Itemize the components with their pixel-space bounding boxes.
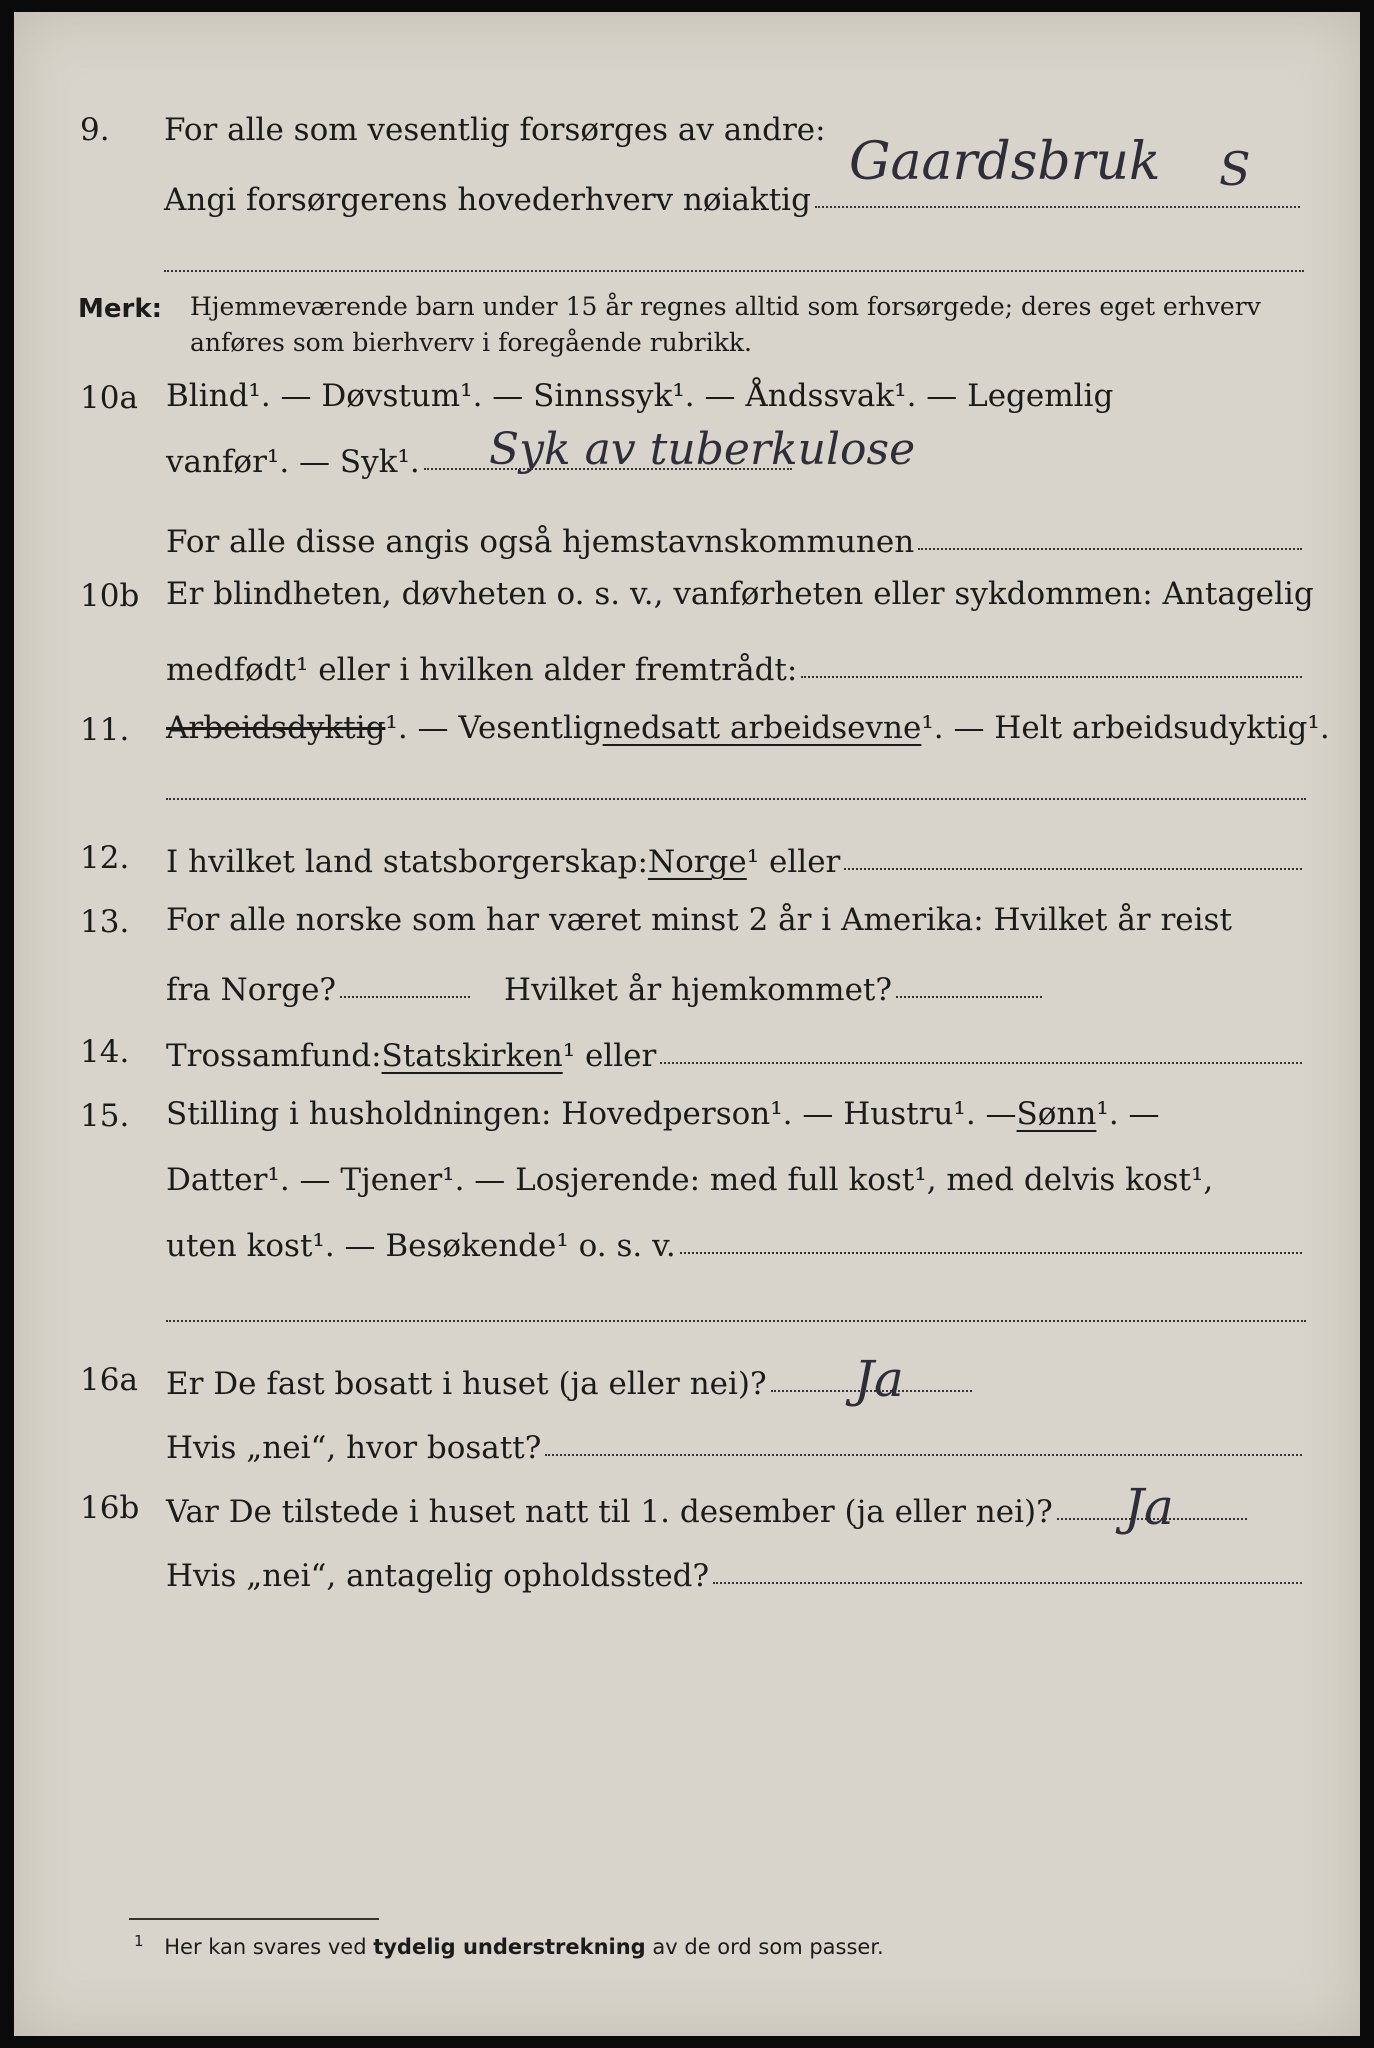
q15-line1: Stilling i husholdningen: Hovedperson¹. — Hustru¹. — Sønn ¹. —: [166, 1096, 1160, 1132]
q16b-line2: Hvis „nei“, antagelig opholdssted?: [166, 1548, 1306, 1594]
q14-statskirken-underlined: Statskirken: [381, 1038, 563, 1074]
q9-number: 9.: [80, 112, 110, 148]
q10b-answer-line: [801, 676, 1302, 678]
q16b-opholdssted-line: [713, 1582, 1302, 1584]
q16b-number: 16b: [80, 1490, 140, 1526]
footnote-mark: 1: [134, 1932, 144, 1950]
footnote-rule: [129, 1918, 379, 1920]
q11-extra-line: [166, 798, 1306, 800]
q13-line1: For alle norske som har været minst 2 år i Amerika: Hvilket år reist: [166, 902, 1232, 938]
q16a-line2: Hvis „nei“, hvor bosatt?: [166, 1420, 1306, 1466]
q13-line2: fra Norge? Hvilket år hjemkommet?: [166, 962, 1046, 1008]
q15-answer-line: [680, 1252, 1302, 1254]
q16a-bosatt-line: [545, 1454, 1302, 1456]
q14-answer-line: [660, 1062, 1302, 1064]
q14-line: Trossamfund: Statskirken ¹ eller: [166, 1028, 1306, 1074]
q13-hjemkommet-line: [896, 996, 1042, 998]
q10b-line1: Er blindheten, døvheten o. s. v., vanførheten eller sykdommen: Antagelig: [166, 576, 1314, 612]
q15-line2: Datter¹. — Tjener¹. — Losjerende: med full kost¹, med delvis kost¹,: [166, 1162, 1214, 1198]
q10a-line3: For alle disse angis også hjemstavnskommunen: [166, 514, 1306, 560]
q12-line: I hvilket land statsborgerskap: Norge ¹ eller: [166, 834, 1306, 880]
merk-line2: anføres som bierhverv i foregående rubrikk.: [190, 328, 752, 357]
q11-number: 11.: [80, 712, 130, 748]
q16a-line1: Er De fast bosatt i huset (ja eller nei)?: [166, 1356, 976, 1402]
q10b-line2: medfødt¹ eller i hvilken alder fremtrådt:: [166, 642, 1306, 688]
census-form-page: [14, 12, 1360, 2036]
q15-extra-line: [166, 1320, 1306, 1322]
q13-number: 13.: [80, 904, 130, 940]
q11-arbeidsdyktig-struck: Arbeidsdyktig: [166, 710, 386, 746]
q12-norge-underlined: Norge: [647, 844, 747, 880]
footnote: $^1$ Her kan svares ved tydelig understrekning av de ord som passer.: [134, 1932, 884, 1959]
q13-reist-line: [340, 996, 470, 998]
q10a-hjemstavn-line: [918, 548, 1302, 550]
q9-line1: For alle som vesentlig forsørges av andre:: [164, 112, 826, 148]
q9-extra-line: [164, 270, 1304, 272]
merk-label: Merk:: [78, 294, 163, 324]
merk-line1: Hjemmeværende barn under 15 år regnes alltid som forsørgede; deres eget erhverv: [190, 292, 1261, 321]
q16a-handwritten-answer: Ja: [854, 1350, 904, 1408]
q9-handwritten-mark: S: [1219, 142, 1251, 196]
q14-number: 14.: [80, 1034, 130, 1070]
q15-line3: uten kost¹. — Besøkende¹ o. s. v.: [166, 1218, 1306, 1264]
q9-line2: Angi forsørgerens hovederhverv nøiaktig: [164, 172, 1304, 218]
q16b-line1: Var De tilstede i huset natt til 1. desember (ja eller nei)?: [166, 1484, 1251, 1530]
q11-line: Arbeidsdyktig ¹. — Vesentlig nedsatt arbeidsevne ¹. — Helt arbeidsudyktig¹.: [166, 710, 1330, 746]
q12-number: 12.: [80, 840, 130, 876]
q15-sonn-underlined: Sønn: [1016, 1096, 1097, 1132]
q11-nedsatt-underlined: nedsatt arbeidsevne: [602, 710, 922, 746]
q16b-handwritten-answer: Ja: [1124, 1478, 1174, 1536]
q15-number: 15.: [80, 1098, 130, 1134]
q10a-line2: vanfør¹. — Syk¹.: [166, 434, 796, 480]
q10b-number: 10b: [80, 578, 140, 614]
q10a-handwritten-answer: Syk av tuberkulose: [489, 424, 916, 475]
q10a-number: 10a: [80, 380, 138, 416]
q12-answer-line: [844, 868, 1302, 870]
q10a-line1: Blind¹. — Døvstum¹. — Sinnssyk¹. — Åndssvak¹. — Legemlig: [166, 378, 1114, 414]
q9-answer-line: [815, 206, 1300, 208]
q16a-number: 16a: [80, 1362, 138, 1398]
q9-handwritten-answer: Gaardsbruk: [849, 132, 1161, 192]
